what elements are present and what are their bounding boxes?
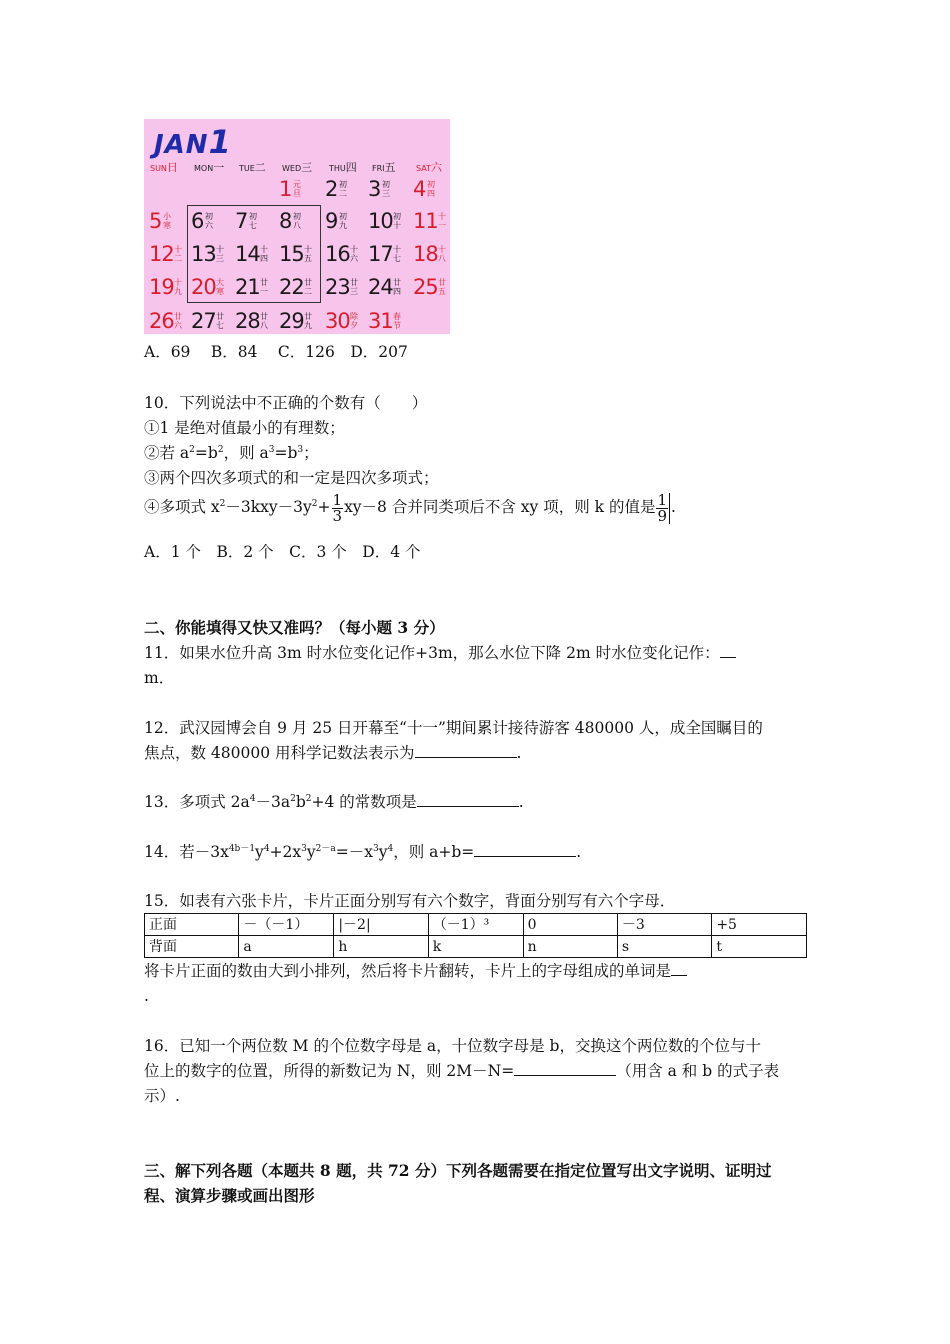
calendar-weekday: FRI五 <box>372 161 396 174</box>
q11-line2: m． <box>144 669 175 687</box>
calendar-day: 17 十七 <box>368 242 401 266</box>
calendar-day: 16 十六 <box>325 242 358 266</box>
calendar-day: 26 廿六 <box>149 309 182 333</box>
q16-line2: 位上的数字的位置，所得的新数记为 N，则 2M－N= （用含 a 和 b 的式子表 <box>144 1062 780 1080</box>
calendar-day: 25 廿五 <box>413 275 446 299</box>
calendar-day: 8 初八 <box>279 209 301 233</box>
calendar-image <box>144 119 450 334</box>
q13-answer-blank[interactable] <box>417 792 519 807</box>
calendar-day: 9 初九 <box>325 209 347 233</box>
section3-line1: 三、解下列各题（本题共 8 题，共 72 分）下列各题需要在指定位置写出文字说明、证明过 <box>144 1161 772 1180</box>
q15-stem: 15．如表有六张卡片，卡片正面分别写有六个数字，背面分别写有六个字母． <box>144 892 676 910</box>
table-cell: h <box>334 936 428 958</box>
calendar-day: 1 元旦 <box>279 177 301 201</box>
fraction-one-ninth: $\frac{1}{9}$ <box>656 493 670 524</box>
calendar-day: 19 十九 <box>149 275 182 299</box>
calendar-day: 24 廿四 <box>368 275 401 299</box>
calendar-day: 27 廿七 <box>191 309 224 333</box>
table-cell: k <box>428 936 523 958</box>
calendar-day: 7 初七 <box>235 209 257 233</box>
calendar-day: 30 除夕 <box>325 309 358 333</box>
table-cell: （－1）³ <box>428 914 523 936</box>
calendar-weekday: MON一 <box>194 161 225 174</box>
q15-card-table <box>144 913 807 958</box>
q10-statement-4: ④多项式 $x^2-3kxy-3y^2+$ $\frac{1}{3}$ xy－8 合并同类项后不含 xy 项，则 k 的值是 $\frac{1}{9}$ . <box>144 490 676 525</box>
table-cell: +5 <box>712 914 807 936</box>
q10-statement-2: ②若 $a^2=b^2$，则 $a^3=b^3$； <box>144 444 319 462</box>
calendar-day: 31 春节 <box>368 309 401 333</box>
calendar-day: 13 十三 <box>191 242 224 266</box>
table-cell: n <box>523 936 617 958</box>
calendar-day: 21 廿一 <box>235 275 268 299</box>
q12-answer-blank[interactable] <box>415 743 517 758</box>
calendar-day: 22 廿二 <box>279 275 312 299</box>
calendar-day: 28 廿八 <box>235 309 268 333</box>
q12-line1: 12．武汉园博会自 9 月 25 日开幕至“十一”期间累计接待游客 480000 人，成全国瞩目的 <box>144 719 763 737</box>
calendar-day: 14 十四 <box>235 242 268 266</box>
q10-stem: 10．下列说法中不正确的个数有（ ） <box>144 394 428 412</box>
calendar-day: 29 廿九 <box>279 309 312 333</box>
calendar-selection-box <box>187 205 321 303</box>
calendar-day: 20 大寒 <box>191 275 224 299</box>
calendar-weekday: TUE二 <box>239 161 266 174</box>
q14-line: 14．若$-3x^{4b-1}y^4+2x^3y^{2-a}=-x^3y^4$，则 a+b= . <box>144 843 582 861</box>
calendar-day: 11 十一 <box>413 209 446 233</box>
calendar-day: 2 初二 <box>325 177 347 201</box>
calendar-day: 10 初十 <box>368 209 401 233</box>
q10-options: A．1 个 B．2 个 C．3 个 D．4 个 <box>144 543 421 561</box>
calendar-day: 4 初四 <box>413 177 435 201</box>
q13-line: 13．多项式 $2a^4-3a^2b^2+4$ 的常数项是 . <box>144 793 524 811</box>
calendar-weekday: SAT六 <box>416 161 442 174</box>
table-cell: －3 <box>617 914 711 936</box>
table-cell: 0 <box>523 914 617 936</box>
table-cell: |－2| <box>334 914 428 936</box>
q16-answer-blank[interactable] <box>514 1061 616 1076</box>
calendar-weekday: SUN日 <box>150 161 178 174</box>
q15-after-line1: 将卡片正面的数由大到小排列，然后将卡片翻转，卡片上的字母组成的单词是 <box>144 961 687 981</box>
calendar-day: 18 十八 <box>413 242 446 266</box>
section3-line2: 程、演算步骤或画出图形 <box>144 1186 315 1205</box>
table-cell-back-label: 背面 <box>145 936 239 958</box>
calendar-day: 12 十二 <box>149 242 182 266</box>
table-row-front <box>145 914 807 936</box>
q16-line3: 示）. <box>144 1087 180 1105</box>
q14-answer-blank[interactable] <box>474 842 576 857</box>
table-cell: －（－1） <box>239 914 334 936</box>
table-cell: s <box>617 936 711 958</box>
q9-options: A．69 B．84 C．126 D．207 <box>144 343 408 361</box>
q11-line1: 11．如果水位升高 3m 时水位变化记作+3m，那么水位下降 2m 时水位变化记作： <box>144 643 736 663</box>
table-row-back <box>145 936 807 958</box>
q10-statement-3: ③两个四次多项式的和一定是四次多项式； <box>144 469 439 487</box>
q15-after-line2: . <box>144 987 149 1005</box>
table-cell: t <box>712 936 807 958</box>
q12-line2: 焦点，数 480000 用科学记数法表示为 . <box>144 744 522 762</box>
calendar-day: 15 十五 <box>279 242 312 266</box>
q10-statement-1: ①1 是绝对值最小的有理数； <box>144 419 345 437</box>
section2-title: 二、你能填得又快又准吗？（每小题 3 分） <box>144 618 445 637</box>
calendar-day: 5 小寒 <box>149 209 171 233</box>
q16-line1: 16．已知一个两位数 M 的个位数字母是 a，十位数字母是 b，交换这个两位数的个位与十 <box>144 1037 761 1055</box>
calendar-day: 6 初六 <box>191 209 213 233</box>
calendar-weekday: THU四 <box>329 161 357 174</box>
fraction-one-third: $\frac{1}{3}$ <box>332 490 343 525</box>
calendar-day: 3 初三 <box>368 177 390 201</box>
calendar-title: JAN1 <box>154 123 232 161</box>
calendar-day: 23 廿三 <box>325 275 358 299</box>
table-cell: a <box>239 936 334 958</box>
table-cell-front-label: 正面 <box>145 914 239 936</box>
calendar-weekday: WED三 <box>282 161 313 174</box>
